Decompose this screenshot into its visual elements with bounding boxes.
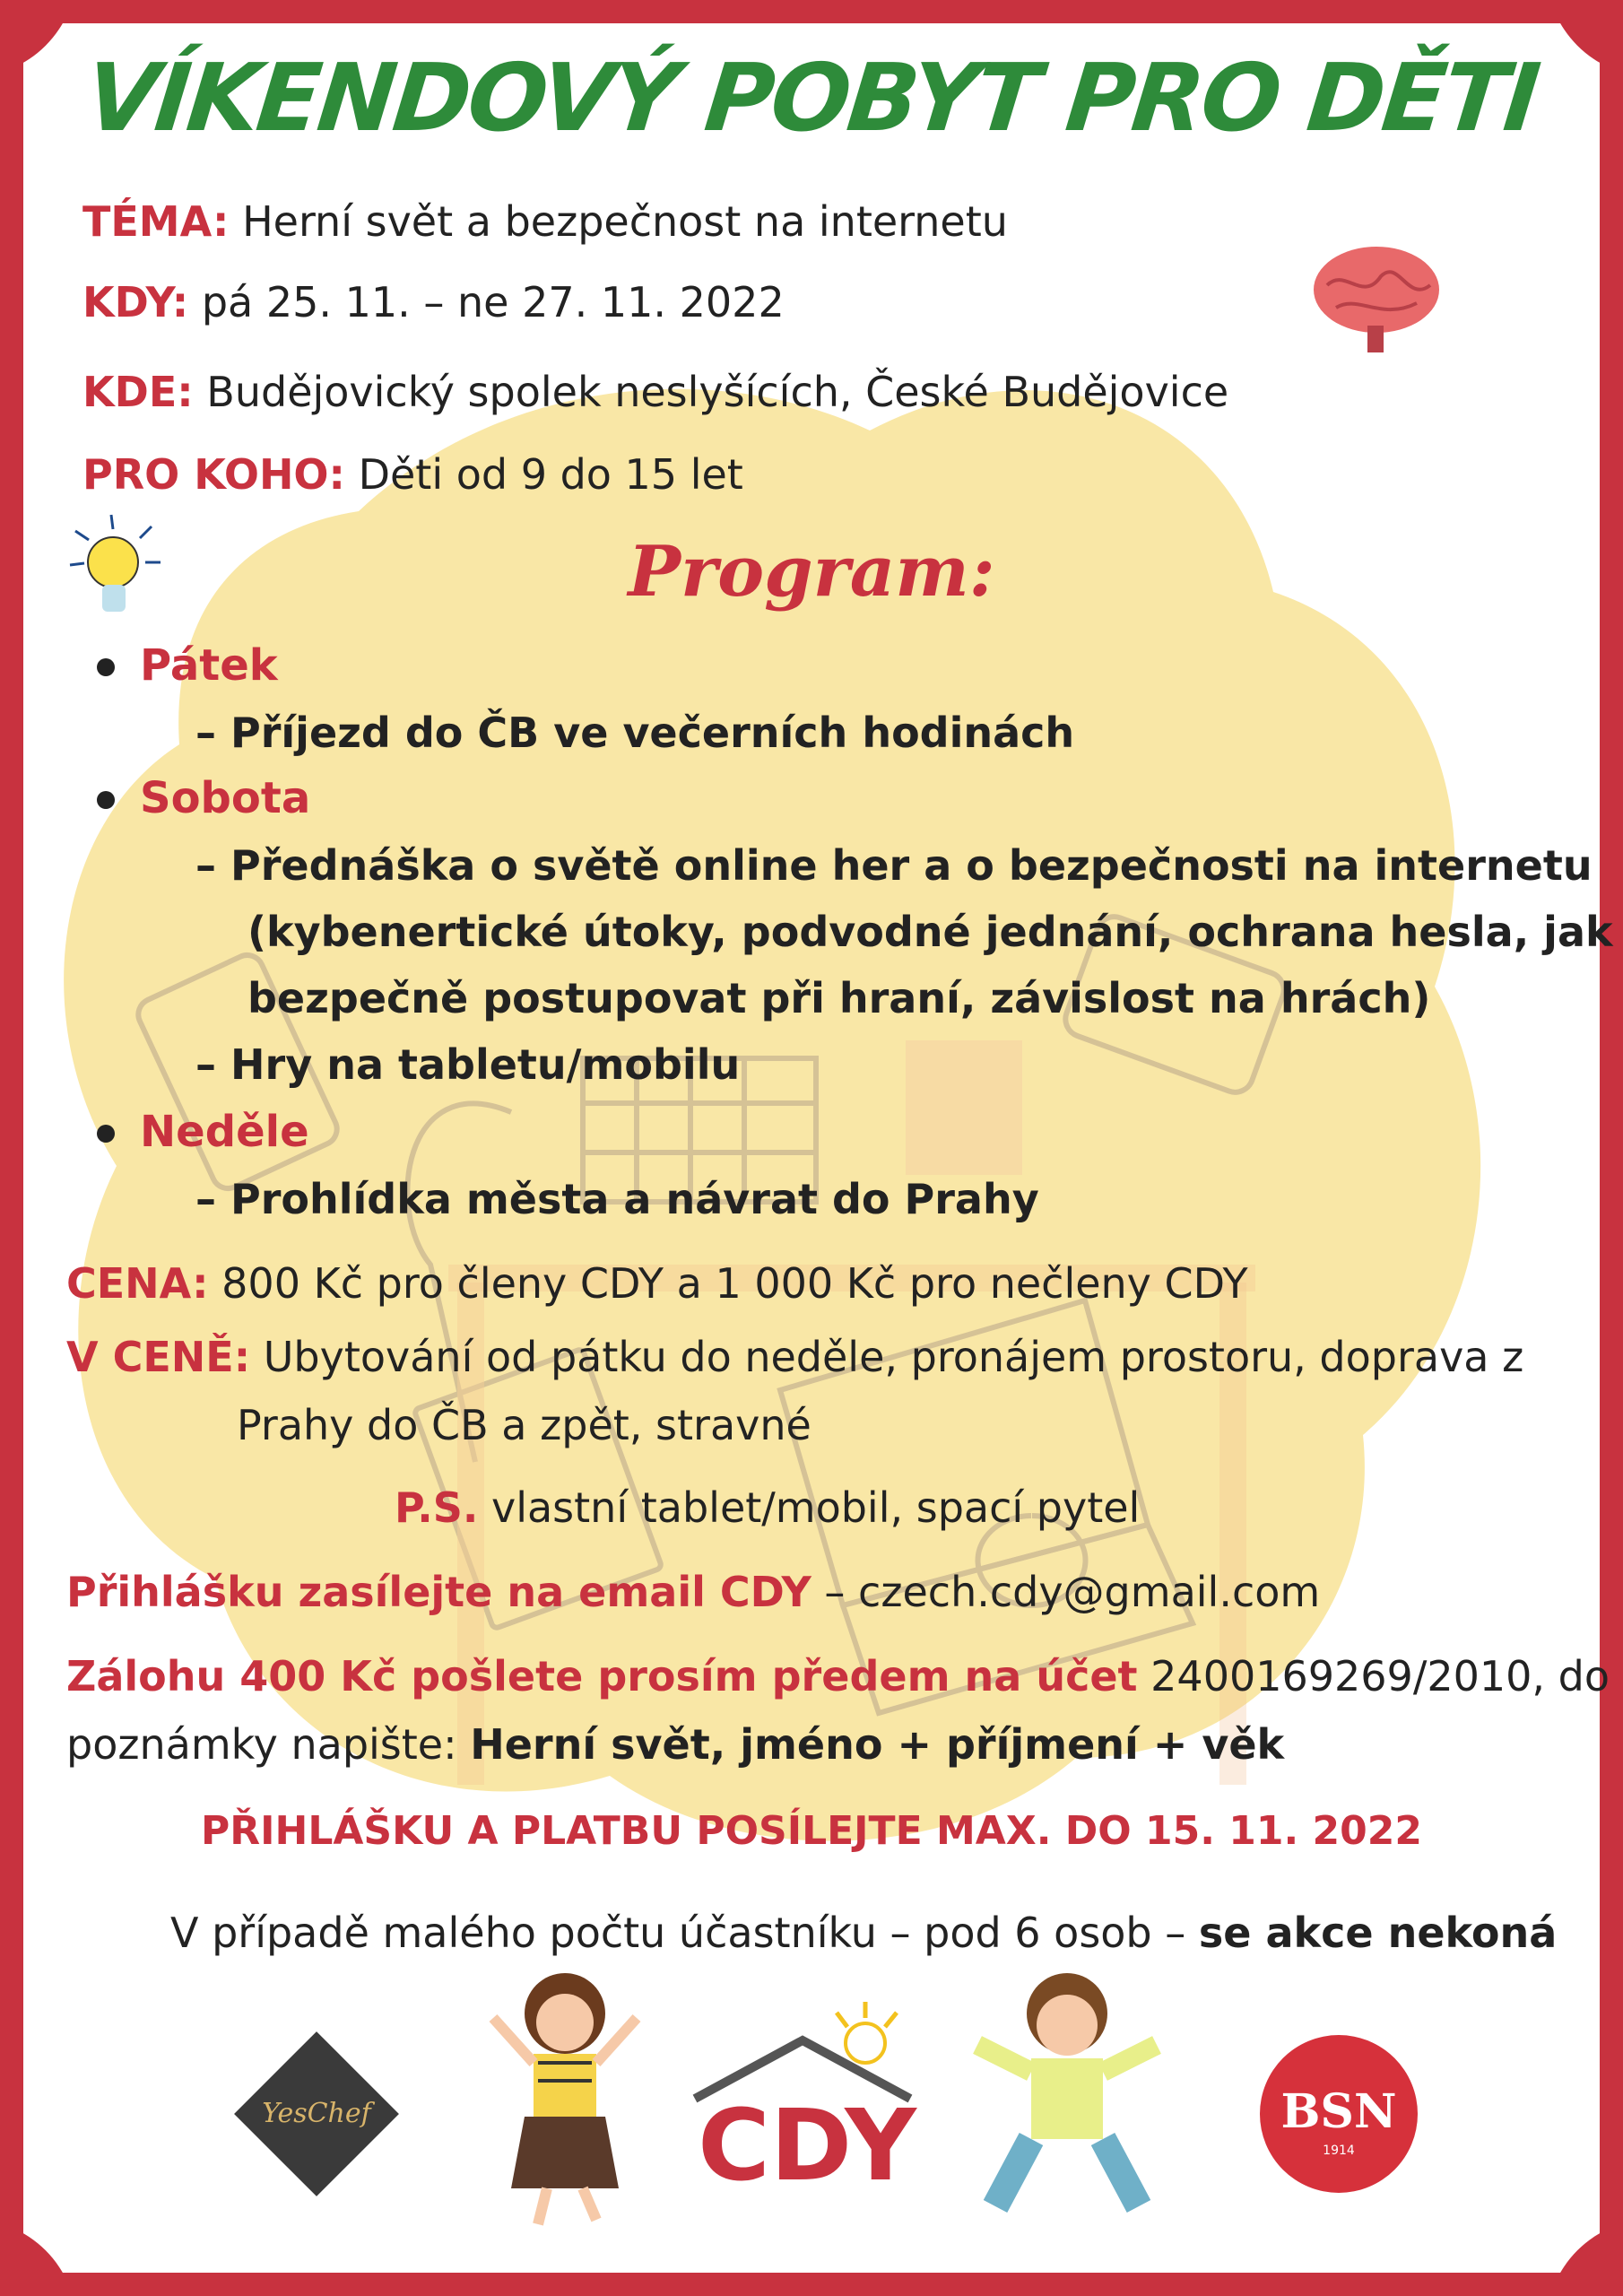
sobota-item-2: (kybenertické útoky, podvodné jednání, ochrana hesla, jak <box>247 908 1613 956</box>
email-label: Přihlášku zasílejte na email CDY <box>66 1568 812 1616</box>
bullet-dot <box>97 791 115 809</box>
ps-value: vlastní tablet/mobil, spací pytel <box>490 1483 1141 1532</box>
pro-koho-value: Děti od 9 do 15 let <box>358 450 743 499</box>
zaloha-note-row <box>66 1720 1284 1769</box>
patek-item: – Příjezd do ČB ve večerních hodinách <box>195 709 1075 757</box>
cdy-logo-text: CDY <box>698 2088 916 2203</box>
brain-icon <box>1309 240 1444 357</box>
ps-row <box>395 1483 1140 1532</box>
bsn-logo-year: 1914 <box>1323 2144 1355 2158</box>
kde-value: Budějovický spolek neslyšících, České Budějovice <box>206 368 1229 416</box>
bullet-dot <box>97 658 115 676</box>
pro-koho-label: PRO KOHO: <box>82 450 345 499</box>
tema-row <box>82 197 1008 246</box>
girl-illustration <box>484 1964 646 2233</box>
v-cene-line1: Ubytování od pátku do neděle, pronájem prostoru, doprava z <box>263 1333 1524 1381</box>
kdy-value: pá 25. 11. – ne 27. 11. 2022 <box>201 278 785 326</box>
note-strong: se akce nekoná <box>1198 1909 1558 1957</box>
cena-row <box>66 1259 1248 1308</box>
bsn-logo-text: BSN <box>1280 2084 1397 2139</box>
yeschef-logo <box>231 2029 402 2199</box>
sobota-item-1: – Přednáška o světě online her a o bezpečnosti na internetu <box>195 841 1593 890</box>
page-title: VÍKENDOVÝ POBYT PRO DĚTI <box>80 43 1543 152</box>
corner-bottom-right <box>1546 2219 1600 2273</box>
day-sobota: Sobota <box>140 773 311 823</box>
sobota-item-4: – Hry na tabletu/mobilu <box>195 1040 741 1089</box>
kde-label: KDE: <box>82 368 194 416</box>
note-text: V případě malého počtu účastníku – pod 6 osob – <box>170 1909 1186 1957</box>
bsn-logo <box>1254 2029 1424 2199</box>
kde-row <box>82 368 1228 416</box>
v-cene-line2: Prahy do ČB a zpět, stravné <box>237 1401 812 1449</box>
v-cene-row <box>66 1333 1523 1381</box>
day-nedele: Neděle <box>140 1107 309 1157</box>
day-patek: Pátek <box>140 640 278 691</box>
kdy-row <box>82 278 785 326</box>
deadline-notice: PŘIHLÁŠKU A PLATBU POSÍLEJTE MAX. DO 15. 11. 2022 <box>201 1808 1422 1854</box>
sobota-item-3: bezpečně postupovat při hraní, závislost na hrách) <box>247 974 1431 1022</box>
nedele-item: – Prohlídka města a návrat do Prahy <box>195 1175 1039 1223</box>
tema-value: Herní svět a bezpečnost na internetu <box>242 197 1008 246</box>
boy-illustration <box>959 1964 1175 2233</box>
cena-label: CENA: <box>66 1259 209 1308</box>
tema-label: TÉMA: <box>82 197 230 246</box>
kdy-label: KDY: <box>82 278 189 326</box>
v-cene-label: V CENĚ: <box>66 1333 251 1381</box>
cena-value: 800 Kč pro členy CDY a 1 000 Kč pro nečleny CDY <box>221 1259 1248 1308</box>
email-row <box>66 1568 1320 1616</box>
zaloha-note-strong: Herní svět, jméno + příjmení + věk <box>470 1720 1285 1769</box>
ps-label: P.S. <box>395 1483 479 1532</box>
corner-bottom-left <box>23 2219 77 2273</box>
zaloha-note-prefix: poznámky napište: <box>66 1720 457 1769</box>
cdy-logo <box>686 2000 928 2206</box>
zaloha-value: 2400169269/2010, do <box>1150 1652 1610 1700</box>
zaloha-label: Zálohu 400 Kč pošlete prosím předem na účet <box>66 1652 1138 1700</box>
pro-koho-row <box>82 450 743 499</box>
email-value[interactable]: – czech.cdy@gmail.com <box>824 1568 1321 1616</box>
zaloha-row <box>66 1652 1610 1700</box>
cancellation-note <box>170 1909 1557 1957</box>
bullet-dot <box>97 1125 115 1143</box>
yeschef-logo-text: YesChef <box>262 2098 371 2129</box>
program-heading: Program: <box>628 531 995 613</box>
